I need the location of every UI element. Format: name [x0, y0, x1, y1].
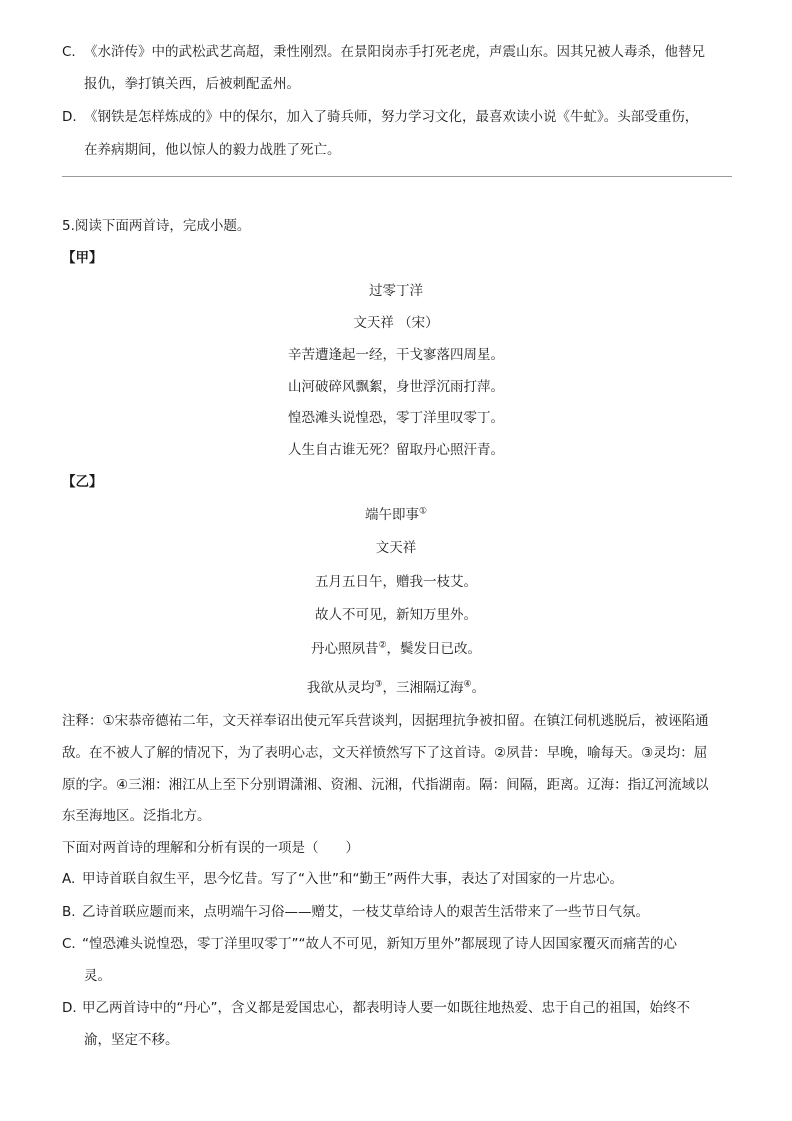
option-c[interactable]: C. “惶恐滩头说惶恐，零丁洋里叹零丁”“故人不可见，新知万里外”都展现了诗人因国家覆灭而痛苦的心 [62, 936, 677, 952]
poem-a-author: 文天祥 （宋） [353, 315, 439, 331]
notes-line: 原的字。④三湘：湘江从上至下分别谓潇湘、资湘、沅湘，代指湖南。隔：间隔，距离。辽海：指辽河流域以 [62, 777, 709, 793]
question-stem: 5.阅读下面两首诗，完成小题。 [62, 218, 251, 234]
prev-option-d-line1: D. 《钢铁是怎样炼成的》中的保尔，加入了骑兵师，努力学习文化，最喜欢读小说《牛虻》。头部受重伤， [62, 109, 699, 125]
option-b[interactable]: B. 乙诗首联应题而来，点明端午习俗——赠艾，一枝艾草给诗人的艰苦生活带来了一些节日气氛。 [62, 904, 649, 920]
poem-a-title: 过零丁洋 [369, 283, 423, 299]
prev-option-c-line1: C. 《水浒传》中的武松武艺高超，秉性刚烈。在景阳岗赤手打死老虎，声震山东。因其兄被人毒杀，他替兄 [62, 44, 705, 60]
option-a[interactable]: A. 甲诗首联自叙生平，思今忆昔。写了“入世”和“勤王”两件大事，表达了对国家的一片忠心。 [62, 871, 623, 887]
option-d[interactable]: D. 甲乙两首诗中的“丹心”，含义都是爱国忠心，都表明诗人要一如既往地热爱、忠于自己的祖国，始终不 [62, 1000, 690, 1016]
option-label: C. [62, 44, 76, 60]
footnote-marker: ② [378, 640, 387, 651]
question-prompt: 下面对两首诗的理解和分析有误的一项是（ ） [62, 840, 359, 856]
prev-option-c-line2: 报仇，拳打镇关西，后被刺配孟州。 [84, 76, 300, 92]
poem-a-line: 惶恐滩头说惶恐，零丁洋里叹零丁。 [288, 410, 504, 426]
poem-b-line: 故人不可见，新知万里外。 [315, 607, 477, 623]
poem-a-line: 辛苦遭逢起一经，干戈寥落四周星。 [288, 347, 504, 363]
poem-a-tag: 【甲】 [62, 250, 103, 266]
option-label: A. [62, 871, 76, 887]
poem-b-title: 端午即事① [364, 506, 428, 523]
poem-b-line: 我欲从灵均③，三湘隔辽海④。 [306, 679, 486, 696]
option-d-line2: 渝，坚定不移。 [84, 1032, 179, 1048]
poem-a-line: 山河破碎风飘絮，身世浮沉雨打萍。 [288, 379, 504, 395]
option-label: D. [62, 109, 77, 125]
poem-a-line: 人生自古谁无死？留取丹心照汗青。 [288, 442, 504, 458]
notes-line: 敌。在不被人了解的情况下，为了表明心志，文天祥愤然写下了这首诗。②夙昔：早晚，喻每天。③灵均：屈 [62, 745, 708, 761]
footnote-marker: ① [418, 506, 428, 517]
section-divider [62, 176, 732, 177]
footnote-marker: ③ [374, 679, 383, 690]
option-label: D. [62, 1000, 77, 1016]
poem-b-line: 丹心照夙昔②，鬓发日已改。 [310, 640, 482, 657]
poem-b-author: 文天祥 [375, 540, 417, 556]
poem-b-line: 五月五日午，赠我一枝艾。 [315, 574, 477, 590]
prev-option-d-line2: 在养病期间，他以惊人的毅力战胜了死亡。 [84, 142, 341, 158]
option-c-line2: 灵。 [84, 968, 111, 984]
poem-b-tag: 【乙】 [62, 474, 103, 490]
footnote-marker: ④ [463, 679, 472, 690]
notes-line: 注释：①宋恭帝德祐二年，文天祥奉诏出使元军兵营谈判，因据理抗争被扣留。在镇江伺机逃脱后，被诬陷通 [62, 713, 709, 729]
notes-line: 东至海地区。泛指北方。 [62, 808, 211, 824]
option-label: C. [62, 936, 76, 952]
option-label: B. [62, 904, 76, 920]
